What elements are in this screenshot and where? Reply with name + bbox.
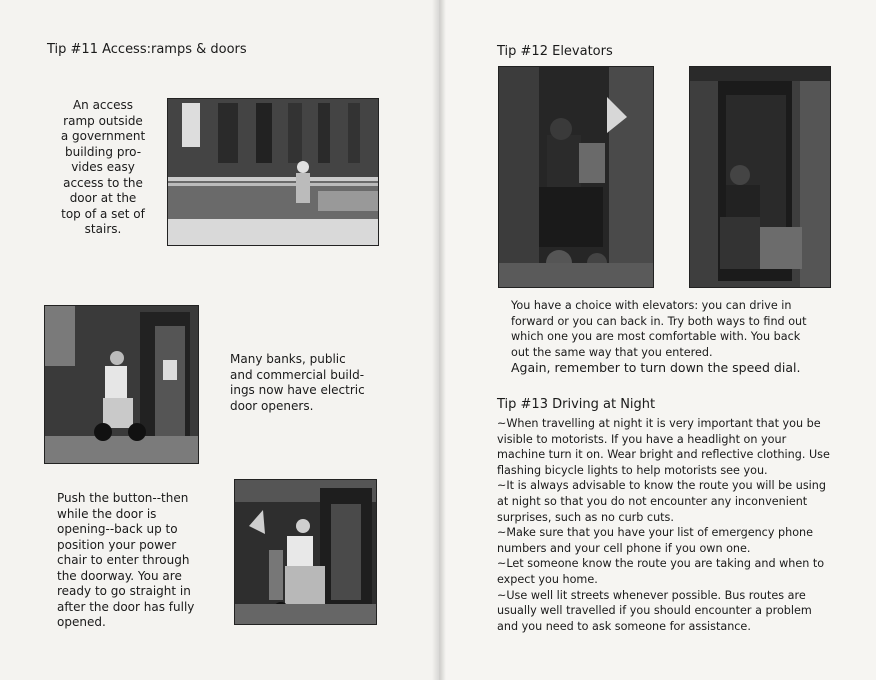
tip-13-title: Tip #13 Driving at Night <box>497 397 656 412</box>
door-opener-caption: Many banks, public and commercial build-ings now have electric door openers. <box>230 352 365 413</box>
elevator-forward-photo <box>498 66 654 288</box>
night-paragraph-streets: ~Use well lit streets whenever possible. Bus routes are usually well travelled if you should encounter a problem and you need to ask someone for assistance. <box>497 588 812 633</box>
elevator-text <box>511 298 821 376</box>
tip-11-title: Tip #11 Access:ramps & doors <box>47 42 247 57</box>
night-paragraph-notify: ~Let someone know the route you are taking and when to expect you home. <box>497 557 825 586</box>
book-fold <box>432 0 446 680</box>
night-driving-text <box>497 416 835 634</box>
speed-dial-reminder: Again, remember to turn down the speed dial. <box>511 360 801 376</box>
night-paragraph-phone: ~Make sure that you have your list of emergency phone numbers and your cell phone if you own one. <box>497 526 814 555</box>
push-button-caption: Push the button--then while the door is opening--back up to position your power chair to enter through the doorway. You are ready to go straight in after the door has fully opened. <box>57 491 195 629</box>
power-chair-door-photo <box>234 479 377 625</box>
door-opener-photo <box>44 305 199 464</box>
elevator-backward-photo <box>689 66 831 288</box>
night-paragraph-visibility: ~When travelling at night it is very important that you be visible to motorists. If you have a headlight on your machine turn it on. Wear bright and reflective clothing. Use flashing bicycle lights to help motorists see you. <box>497 417 830 477</box>
ramp-photo <box>167 98 379 246</box>
night-paragraph-route: ~It is always advisable to know the route you will be using at night so that you do not encounter any inconvenient surprises, such as no curb cuts. <box>497 479 826 524</box>
ramp-caption: An access ramp outside a government building pro-vides easy access to the door at the top of a set of stairs. <box>60 98 146 236</box>
tip-12-title: Tip #12 Elevators <box>497 44 613 59</box>
elevator-paragraph: You have a choice with elevators: you can drive in forward or you can back in. Try both ways to find out which one you are most comfortable with. You back out the same way that you entered. <box>511 299 807 359</box>
